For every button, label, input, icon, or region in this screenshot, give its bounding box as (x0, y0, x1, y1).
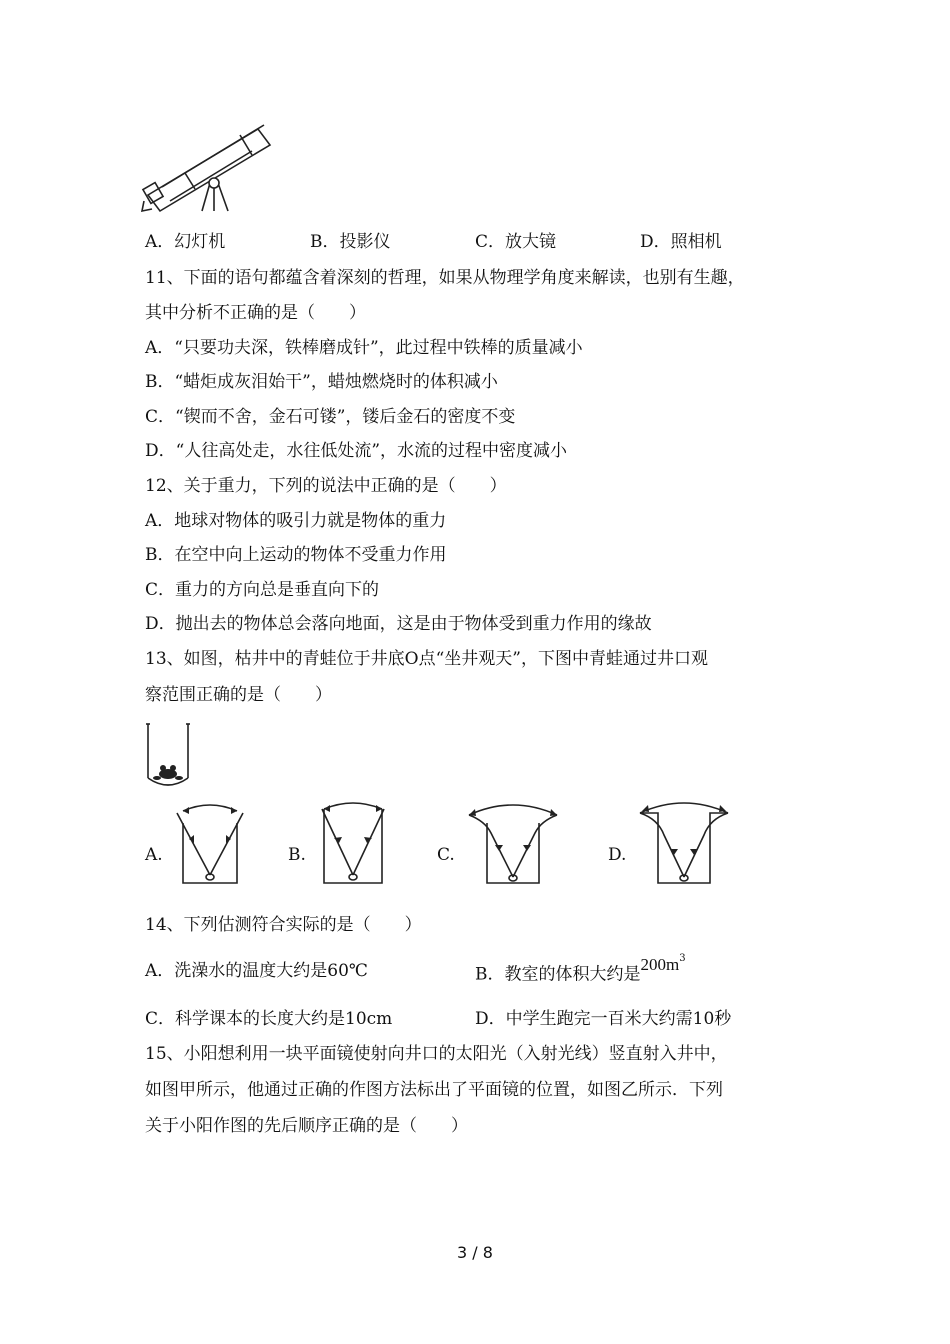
q14-option-d[interactable]: D．中学生跑完一百米大约需10秒 (475, 1009, 732, 1029)
q14-stem: 14、下列估测符合实际的是（ ） (145, 915, 422, 935)
q10-option-a[interactable]: A．幻灯机 (145, 232, 226, 252)
q14-option-c[interactable]: C．科学课本的长度大约是10cm (145, 1009, 393, 1029)
q12-option-d[interactable]: D．抛出去的物体总会落向地面，这是由于物体受到重力作用的缘故 (145, 614, 652, 634)
q13-option-b-label[interactable]: B. (288, 845, 306, 865)
q13-option-c-label[interactable]: C. (437, 845, 455, 865)
q14-option-a[interactable]: A．洗澡水的温度大约是60℃ (145, 961, 368, 981)
q14-option-b-value: 200m (640, 954, 680, 974)
telescope-figure (140, 115, 280, 215)
q13-stem-line2: 察范围正确的是（ ） (145, 685, 332, 705)
q11-option-b[interactable]: B．“蜡炬成灰泪始干”，蜡烛燃烧时的体积减小 (145, 372, 498, 392)
q10-option-c[interactable]: C．放大镜 (475, 232, 557, 252)
q13-stem-line1: 13、如图，枯井中的青蛙位于井底O点“坐井观天”，下图中青蛙通过井口观 (145, 649, 708, 669)
q12-option-a[interactable]: A．地球对物体的吸引力就是物体的重力 (145, 511, 447, 531)
q14-option-b-sup: 3 (679, 953, 686, 964)
q15-stem-line2: 如图甲所示，他通过正确的作图方法标出了平面镜的位置，如图乙所示．下列 (145, 1080, 723, 1100)
well-frog-figure (143, 722, 193, 792)
q13-option-c-diagram[interactable] (465, 805, 561, 885)
q13-option-b-diagram[interactable] (318, 805, 388, 885)
q13-option-d-diagram[interactable] (636, 805, 732, 885)
q13-option-a-diagram[interactable] (175, 805, 245, 885)
q11-option-a[interactable]: A．“只要功夫深，铁棒磨成针”，此过程中铁棒的质量减小 (145, 338, 583, 358)
q11-option-c[interactable]: C．“锲而不舍，金石可镂”，镂后金石的密度不变 (145, 407, 516, 427)
q12-option-c[interactable]: C．重力的方向总是垂直向下的 (145, 580, 380, 600)
q12-stem: 12、关于重力，下列的说法中正确的是（ ） (145, 476, 507, 496)
q14-option-b[interactable] (475, 953, 686, 987)
q10-option-b[interactable]: B．投影仪 (310, 232, 391, 252)
q10-option-d[interactable]: D．照相机 (640, 232, 722, 252)
q15-stem-line3: 关于小阳作图的先后顺序正确的是（ ） (145, 1116, 468, 1136)
q13-option-d-label[interactable]: D. (608, 845, 627, 865)
q11-option-d[interactable]: D．“人往高处走，水往低处流”，水流的过程中密度减小 (145, 441, 568, 461)
q11-stem-line1: 11、下面的语句都蕴含着深刻的哲理，如果从物理学角度来解读，也别有生趣， (145, 268, 745, 288)
q13-option-a-label[interactable]: A. (145, 845, 163, 865)
q15-stem-line1: 15、小阳想利用一块平面镜使射向井口的太阳光（入射光线）竖直射入井中， (145, 1044, 728, 1064)
page-number: 3 / 8 (457, 1243, 493, 1262)
q12-option-b[interactable]: B．在空中向上运动的物体不受重力作用 (145, 545, 447, 565)
q14-option-b-text: B．教室的体积大约是 (475, 964, 641, 985)
q11-stem-line2: 其中分析不正确的是（ ） (145, 303, 366, 323)
